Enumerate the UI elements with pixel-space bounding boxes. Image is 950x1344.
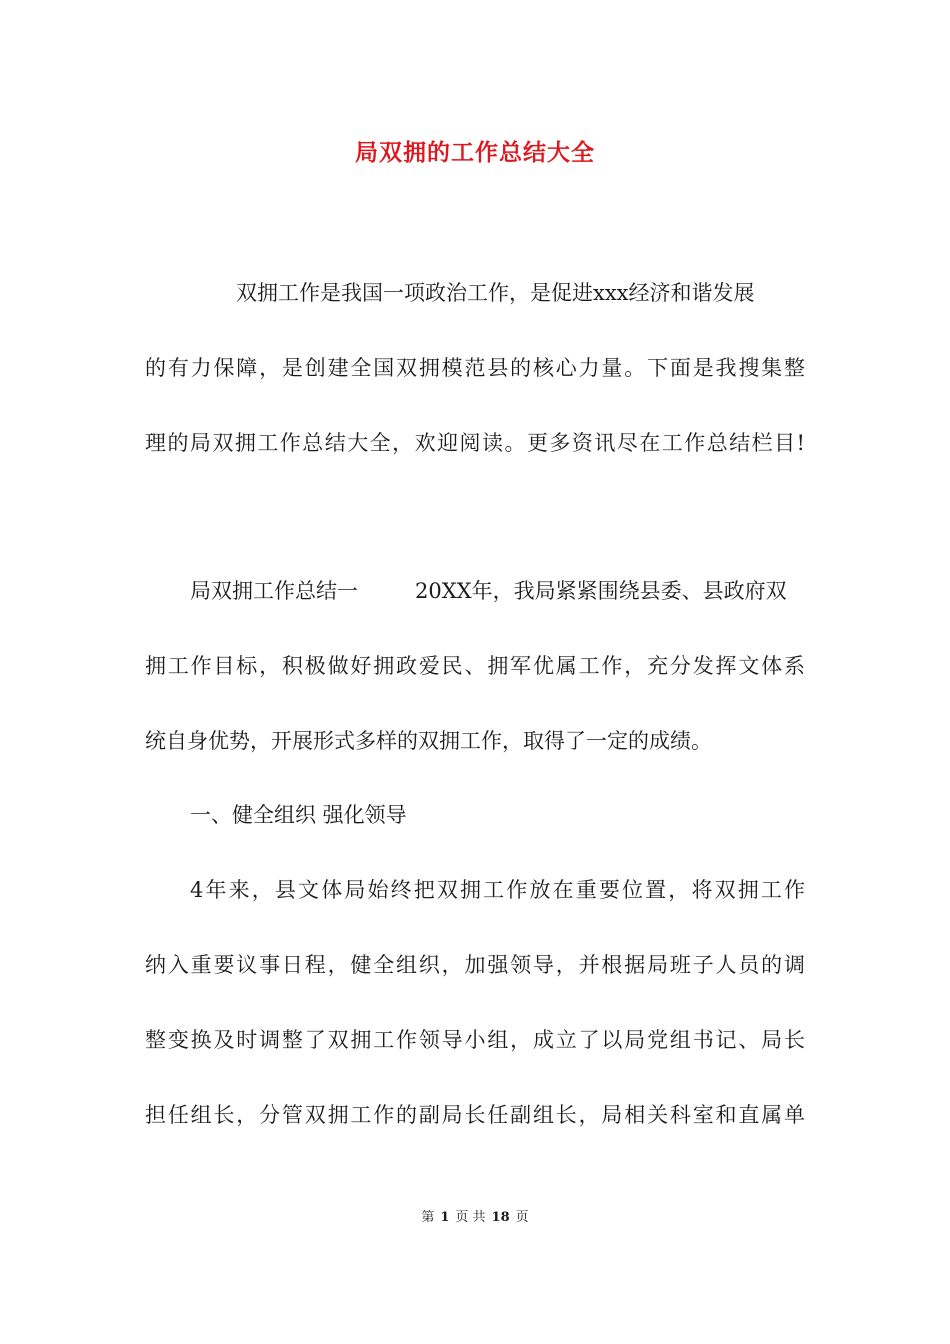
summary1-line-2: 拥工作目标，积极做好拥政爱民、拥军优属工作，充分发挥文体系 <box>145 654 805 678</box>
intro-line-1: 双拥工作是我国一项政治工作，是促进xxx经济和谐发展 <box>236 281 755 305</box>
section1-line-3: 整变换及时调整了双拥工作领导小组，成立了以局党组书记、局长 <box>145 1028 805 1052</box>
section1-line-4: 担任组长，分管双拥工作的副局长任副组长，局相关科室和直属单 <box>145 1103 805 1127</box>
footer-prefix: 第 <box>421 1210 435 1225</box>
intro-line-2: 的有力保障，是创建全国双拥模范县的核心力量。下面是我搜集整 <box>145 356 805 380</box>
intro-line-3: 理的局双拥工作总结大全，欢迎阅读。更多资讯尽在工作总结栏目! <box>145 431 805 455</box>
summary1-line-1: 20XX年，我局紧紧围绕县委、县政府双 <box>415 579 787 603</box>
document-title: 局双拥的工作总结大全 <box>355 140 595 166</box>
section1-line-1: 4年来，县文体局始终把双拥工作放在重要位置，将双拥工作 <box>190 878 805 902</box>
summary1-line-3: 统自身优势，开展形式多样的双拥工作，取得了一定的成绩。 <box>145 729 712 753</box>
section1-line-2: 纳入重要议事日程，健全组织，加强领导，并根据局班子人员的调 <box>145 953 805 977</box>
footer-current-page: 1 <box>440 1210 450 1225</box>
footer-middle: 页 共 <box>455 1210 486 1225</box>
section1-heading: 一、健全组织 强化领导 <box>190 803 407 827</box>
summary1-heading: 局双拥工作总结一 <box>190 579 358 603</box>
footer-total-pages: 18 <box>491 1210 510 1225</box>
page-footer <box>0 1209 950 1227</box>
footer-suffix: 页 <box>515 1210 529 1225</box>
